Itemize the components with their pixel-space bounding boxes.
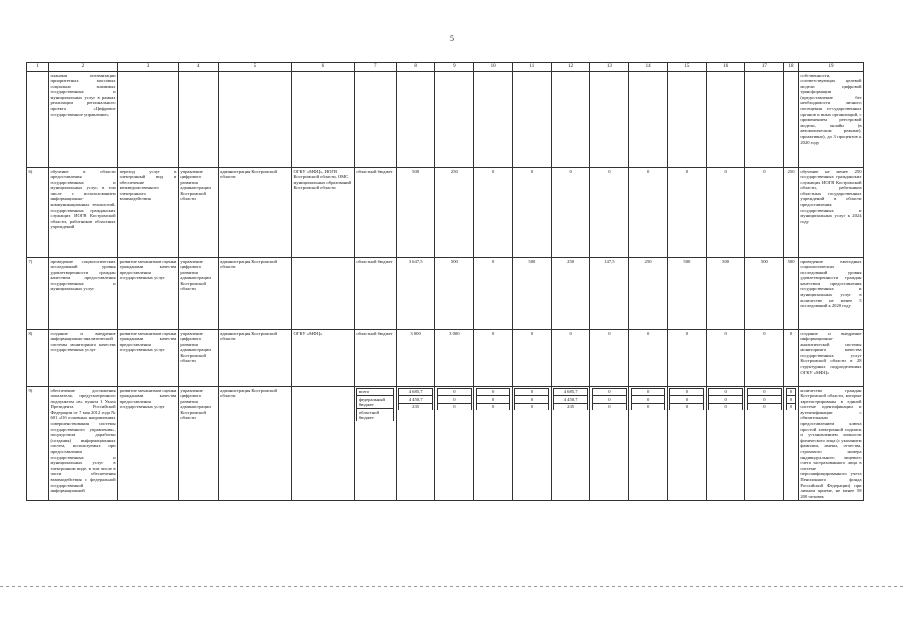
value-cell: 0 [474,258,513,330]
value-cell: 500 [512,258,551,330]
responsible-unit: управление цифрового развития администрации Костромской области [178,168,218,258]
co-executors [291,258,354,330]
funding-source: областной бюджет [354,168,396,258]
value-stack [512,387,551,501]
value-cell: 0 [592,403,626,410]
page-number: 5 [450,34,454,43]
responsible-executor: администрация Костромской области [218,387,291,501]
value-cell: 0 [437,388,471,396]
value-cell: 0 [515,403,549,410]
value-cell: 500 [396,168,435,258]
responsible-executor: администрация Костромской области [218,168,291,258]
table-row [27,168,864,258]
column-header: 16 [706,63,745,72]
value-cell: 0 [670,403,704,410]
funding-source: областной бюджет [357,409,394,422]
column-header: 12 [551,63,590,72]
funding-source: областной бюджет [354,330,396,387]
value-cell: 147,5 [590,258,629,330]
row-number: 8) [27,330,49,387]
expected-result: собственности, соответствующих целевой модели цифровой трансформации (предоставление без необходимости личного посещения го-сударственных органов и иных организаций, с применением реестровой модели, онлайн (в автоматическом режиме), проактивно), до 3 процентов к 2020 году [798,72,863,168]
responsible-executor: администрация Костромской области [218,330,291,387]
table-row-continuation [27,72,864,168]
value-cell: 0 [592,396,626,404]
column-header: 4 [178,63,218,72]
value-cell: 0 [784,330,799,387]
value-stack [474,387,513,501]
value-cell: 0 [747,403,781,410]
table-cell [551,72,590,168]
responsible-executor: администрация Костромской области [218,258,291,330]
value-cell: 0 [437,396,471,404]
column-header: 10 [474,63,513,72]
value-cell: 0 [590,330,629,387]
funding-source: федеральный бюджет [357,396,394,409]
column-header: 13 [590,63,629,72]
value-cell: 0 [747,396,781,404]
table-cell [396,72,435,168]
value-cell: 250 [629,258,668,330]
value-cell: 0 [631,396,665,404]
value-cell: 0 [709,403,743,410]
table-cell [354,72,396,168]
table-cell [784,72,799,168]
value-cell: 500 [784,258,799,330]
value-stack [396,387,435,501]
value-cell: 250 [784,168,799,258]
value-cell: 0 [629,330,668,387]
value-cell: 4 450,7 [399,396,433,404]
table-row [27,387,864,501]
column-header: 9 [435,63,474,72]
row-number: 9) [27,387,49,501]
column-header: 2 [48,63,117,72]
value-stack [629,387,668,501]
value-stack [435,387,474,501]
value-cell: 0 [745,168,784,258]
value-cell: 0 [515,396,549,404]
table-cell [667,72,706,168]
value-cell: 0 [670,388,704,396]
column-header: 8 [396,63,435,72]
column-header: 1 [27,63,49,72]
table-cell [745,72,784,168]
expected-result: создание и внедрение информационно-аналитической системы мониторинга качества государственных услуг Костромской области в 28 структурных подразделениях ОГКУ «МФЦ» [798,330,863,387]
responsible-unit: управление цифрового развития администрации Костромской области [178,387,218,501]
value-cell: 0 [786,403,796,410]
value-cell: 0 [786,388,796,396]
column-header: 6 [291,63,354,72]
row-number: 6) [27,168,49,258]
value-cell: 4 685,7 [554,388,588,396]
value-cell: 500 [745,258,784,330]
value-cell: 3 647,5 [396,258,435,330]
co-executors: ОГКУ «МФЦ» [291,330,354,387]
value-cell: 250 [435,168,474,258]
value-stack [784,387,799,501]
responsible-unit: управление цифрового развития администрации Костромской области [178,330,218,387]
funding-source: всего [357,388,394,396]
value-cell: 0 [670,396,704,404]
table-cell [27,72,49,168]
column-header: 15 [667,63,706,72]
co-executors [291,387,354,501]
table-row [27,330,864,387]
table-cell [118,72,179,168]
column-header: 11 [512,63,551,72]
column-header: 18 [784,63,799,72]
table-cell [218,72,291,168]
value-cell: 0 [512,330,551,387]
value-cell: 0 [667,330,706,387]
table-row [27,258,864,330]
column-number-row [27,63,864,72]
expected-result: количество граждан Костромской области, которые зарегистрированы в единой системе идентификации и аутентификации с обязательным предоставлением ключа простой электронной подписи и установлением личности физического лица (с указанием фамилии, имени, отчества, страхового номера индивидуального лицевого счета застрахованного лица в системе персонифицированного учета Пенсионного фонда Российской Федерации) при личном приеме, не менее 58 200 человек [800,387,862,499]
expected-result: проведение ежегодных социологических исследований уровня удовлетворенности граждан качеством предоставления государственных и муниципальных услуг в количестве не менее 5 исследований к 2020 году [798,258,863,330]
value-cell: 0 [476,403,510,410]
value-cell: 0 [592,388,626,396]
activity-goal: переход услуг в электронный вид и обеспечение межведомственного электронного взаимодействия [118,168,179,258]
value-cell: 0 [474,168,513,258]
column-header: 19 [798,63,863,72]
value-cell: 0 [551,330,590,387]
column-header: 17 [745,63,784,72]
value-stack [667,387,706,501]
value-cell: 235 [554,403,588,410]
value-cell: 0 [590,168,629,258]
value-cell: 0 [631,403,665,410]
value-cell: 0 [706,330,745,387]
table-cell [512,72,551,168]
table-cell [474,72,513,168]
value-cell: 0 [515,388,549,396]
table-cell [706,72,745,168]
value-cell: 0 [551,168,590,258]
responsible-unit: управление цифрового развития администрации Костромской области [178,258,218,330]
value-stack [590,387,629,501]
value-cell: 4 450,7 [554,396,588,404]
table-cell [178,72,218,168]
value-cell: 3 000 [396,330,435,387]
activity-goal: развитие механизмов оценки гражданами качества предоставления государственных услуг [118,258,179,330]
activity-description: создание и внедрение информационно-аналитической системы мониторинга качества государственных услуг [48,330,117,387]
value-cell: 0 [474,330,513,387]
column-header: 14 [629,63,668,72]
expected-result: обучение не менее 250 государственных гражданских служащих ИОГВ Костромской области, работников областных государственных учреждений в области предоставления государственных и муниципальных услуг к 2024 году [798,168,863,258]
row-number: 7) [27,258,49,330]
value-cell: 0 [629,168,668,258]
value-cell: 0 [709,396,743,404]
column-header: 7 [354,63,396,72]
scan-fold-line [0,586,904,587]
value-cell: 0 [745,330,784,387]
column-header: 3 [118,63,179,72]
value-cell: 0 [786,396,796,404]
value-cell: 0 [631,388,665,396]
value-cell: 0 [476,388,510,396]
activity-description: обучение в области предоставления государственных и муниципальных услуг, в том числе с использованием информационно-коммуникационных технологий, государственных гражданских служащих ИОГВ Костромской области, работников областных учреждений [48,168,117,258]
value-cell: 500 [435,258,474,330]
value-cell: 500 [667,258,706,330]
table-cell [435,72,474,168]
funding-source-list [354,387,396,501]
value-cell: 3 000 [435,330,474,387]
activity-description: проведение социологических исследований уровня удовлетворенности граждан качеством предоставления государственных и муниципальных услуг [48,258,117,330]
value-cell: 0 [476,396,510,404]
activity-description: обеспечение достижения показателя, предусмотренного подпунктом «в» пункта 1 Указа Президента Российской Федерации от 7 мая 2012 года № 601 «Об основных направлениях совершенствования системы государственного управления», посредством доработки (создания) информационных систем, используемых при предоставлении государственных и муниципальных услуг в электронном виде, в том числе в части обеспечения взаимодействия с федеральной государственной информационной [48,387,117,501]
activity-goal: развитие механизмов оценки гражданами качества предоставления государственных услуг [118,387,179,501]
value-cell: 4 685,7 [399,388,433,396]
value-stack [706,387,745,501]
program-activities-table [26,62,864,501]
activity-goal: развитие механизмов оценки гражданами качества предоставления государственных услуг [118,330,179,387]
value-cell: 0 [706,168,745,258]
value-cell: 0 [747,388,781,396]
value-stack [551,387,590,501]
value-cell: 500 [706,258,745,330]
table-cell [291,72,354,168]
value-cell: 0 [709,388,743,396]
activity-description: планами оптимизации приоритетных массовых социально значимых государственных и муниципальных услуг в рамках реализации регионального проекта «Цифровое государственное управление» [48,72,117,168]
co-executors: ОГКУ «МФЦ», ИОГВ Костромской области, ОМС муниципальных образований Костромской области [291,168,354,258]
table-cell [629,72,668,168]
value-stack [745,387,784,501]
value-cell: 250 [551,258,590,330]
value-cell: 0 [667,168,706,258]
value-cell: 0 [437,403,471,410]
value-cell: 235 [399,403,433,410]
funding-source: областной бюджет [354,258,396,330]
value-cell: 0 [512,168,551,258]
column-header: 5 [218,63,291,72]
table-cell [590,72,629,168]
